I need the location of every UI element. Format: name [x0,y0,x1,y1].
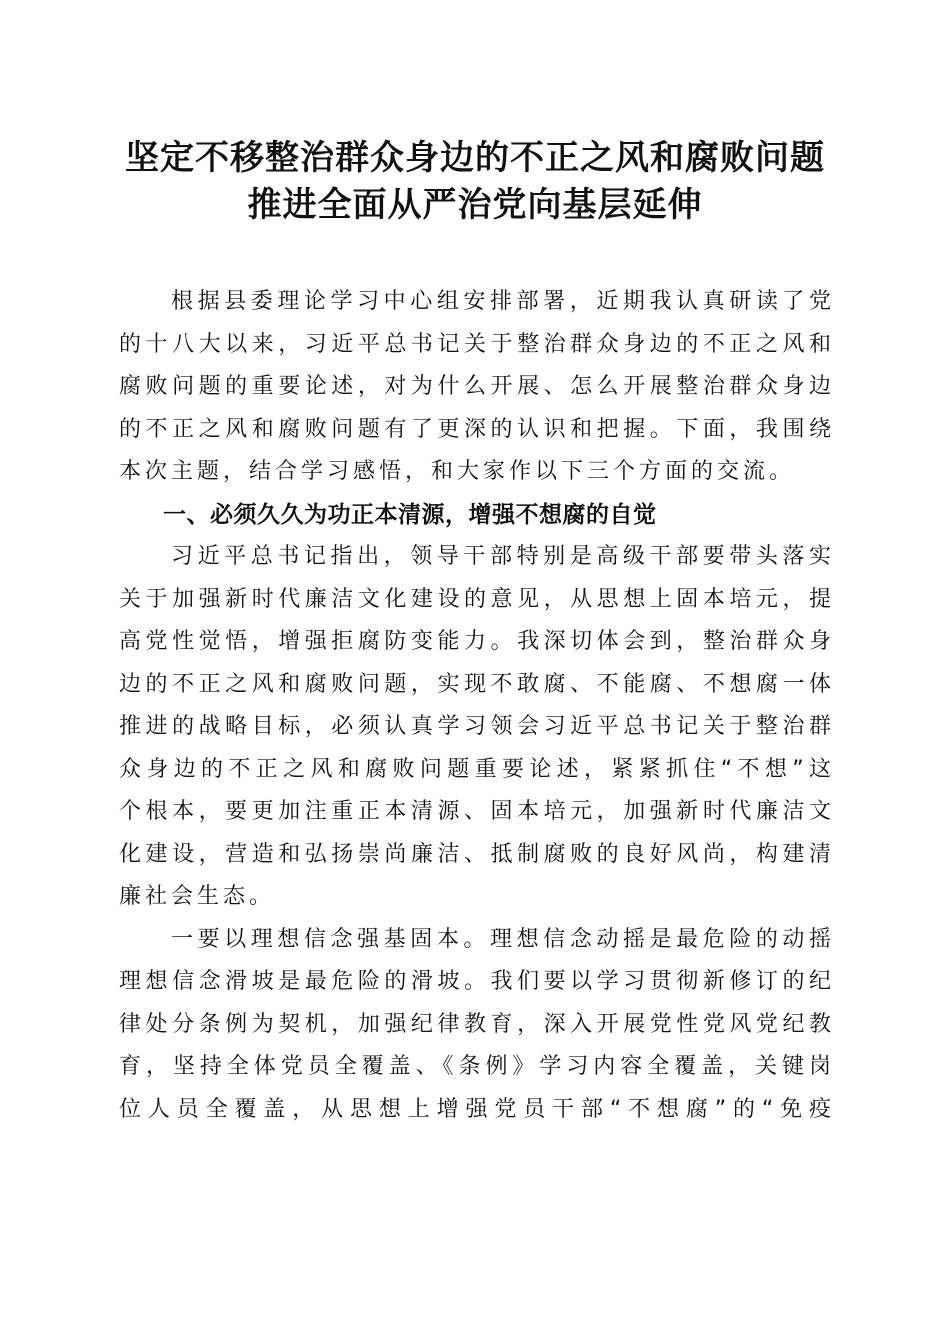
text-line: 一、必须久久为功正本清源，增强不想腐的自觉 [163,501,657,528]
section-heading [119,494,831,537]
text-line: 众身边的不正之风和腐败问题重要论述，紧紧抓住“不想”这 [119,756,831,782]
text-line: 律处分条例为契机，加强纪律教育，深入开展党性党风党纪教 [119,1011,831,1037]
text-line: 根据县委理论学习中心组安排部署，近期我认真研读了党 [171,289,831,314]
text-line: 一要以理想信念强基固本。理想信念动摇是最危险的动摇 [171,926,831,952]
text-line: 理想信念滑坡是最危险的滑坡。我们要以学习贯彻新修订的纪 [119,969,831,994]
document-title-line-1: 坚定不移整治群众身边的不正之风和腐败问题 [125,138,825,178]
text-line: 腐败问题的重要论述，对为什么开展、怎么开展整治群众身边 [119,374,831,399]
paragraph [119,281,831,494]
text-line: 个根本，要更加注重正本清源、固本培元，加强新时代廉洁文 [119,799,831,824]
text-line: 关于加强新时代廉洁文化建设的意见，从思想上固本培元，提 [119,586,831,612]
text-line: 位人员全覆盖，从思想上增强党员干部“不想腐”的“免疫 [119,1096,831,1122]
text-line: 化建设，营造和弘扬崇尚廉洁、抵制腐败的良好风尚，构建清 [119,841,831,867]
text-line: 廉社会生态。 [119,884,276,909]
text-line: 推进的战略目标，必须认真学习领会习近平总书记关于整治群 [119,714,831,739]
text-line: 的不正之风和腐败问题有了更深的认识和把握。下面，我围绕 [119,416,831,442]
document-body [119,281,831,1131]
text-line: 的十八大以来，习近平总书记关于整治群众身边的不正之风和 [119,331,831,357]
paragraph [119,536,831,919]
text-line: 本次主题，结合学习感悟，和大家作以下三个方面的交流。 [119,459,796,484]
document-title-line-2: 推进全面从严治党向基层延伸 [247,185,703,225]
text-line: 育，坚持全体党员全覆盖、《条例》学习内容全覆盖，关键岗 [119,1054,831,1079]
paragraph [119,919,831,1132]
text-line: 高党性觉悟，增强拒腐防变能力。我深切体会到，整治群众身 [119,629,831,654]
text-line: 边的不正之风和腐败问题，实现不敢腐、不能腐、不想腐一体 [119,671,831,697]
text-line: 习近平总书记指出，领导干部特别是高级干部要带头落实 [171,544,831,569]
